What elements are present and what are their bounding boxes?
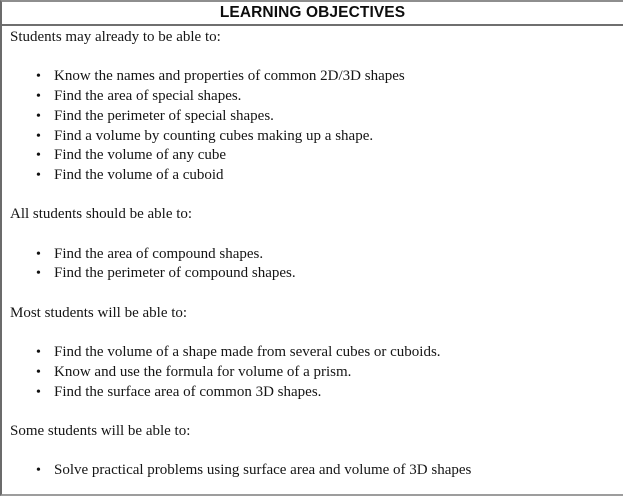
bullet-icon: • <box>36 345 41 361</box>
objective-item <box>10 127 613 147</box>
table-title: LEARNING OBJECTIVES <box>219 4 406 21</box>
bullet-icon: • <box>36 69 41 85</box>
objective-item <box>10 383 613 403</box>
objective-text: Find a volume by counting cubes making up a shape. <box>54 127 374 144</box>
objective-item <box>10 264 613 284</box>
bullet-icon: • <box>36 246 41 262</box>
section-heading-some-students: Some students will be able to: <box>10 422 191 439</box>
bullet-icon: • <box>36 89 41 105</box>
section-heading-all-students: All students should be able to: <box>10 206 193 223</box>
objective-item <box>10 67 613 87</box>
objective-text: Know the names and properties of common 2D/3D shapes <box>54 68 405 85</box>
objective-text: Find the perimeter of compound shapes. <box>54 265 296 282</box>
objective-text: Find the perimeter of special shapes. <box>54 107 274 124</box>
bullet-icon: • <box>36 167 41 183</box>
objectives-list-prior-knowledge <box>10 67 613 185</box>
objectives-list-some-students <box>10 461 613 481</box>
objective-text: Find the surface area of common 3D shapes. <box>54 383 322 400</box>
objective-text: Find the volume of a shape made from several cubes or cuboids. <box>54 344 441 361</box>
bullet-icon: • <box>36 108 41 124</box>
table-body <box>2 26 623 481</box>
objective-item <box>10 107 613 127</box>
objective-item <box>10 343 613 363</box>
objective-text: Solve practical problems using surface area and volume of 3D shapes <box>54 462 472 479</box>
objective-text: Find the volume of a cuboid <box>54 166 224 183</box>
bullet-icon: • <box>36 148 41 164</box>
objective-item <box>10 363 613 383</box>
objective-text: Find the volume of any cube <box>54 147 227 164</box>
bullet-icon: • <box>36 364 41 380</box>
objective-item <box>10 166 613 186</box>
objective-text: Find the area of special shapes. <box>54 88 242 105</box>
bullet-icon: • <box>36 463 41 479</box>
objectives-list-all-students <box>10 245 613 284</box>
objective-item <box>10 146 613 166</box>
bullet-icon: • <box>36 384 41 400</box>
objective-item <box>10 461 613 481</box>
bullet-icon: • <box>36 266 41 282</box>
bullet-icon: • <box>36 128 41 144</box>
objective-text: Know and use the formula for volume of a prism. <box>54 363 352 380</box>
section-heading-prior-knowledge: Students may already to be able to: <box>10 29 221 45</box>
section-heading-most-students: Most students will be able to: <box>10 304 188 321</box>
objective-text: Find the area of compound shapes. <box>54 245 264 262</box>
objectives-list-most-students <box>10 343 613 402</box>
objective-item <box>10 87 613 107</box>
objective-item <box>10 245 613 265</box>
table-header-row <box>2 2 623 26</box>
